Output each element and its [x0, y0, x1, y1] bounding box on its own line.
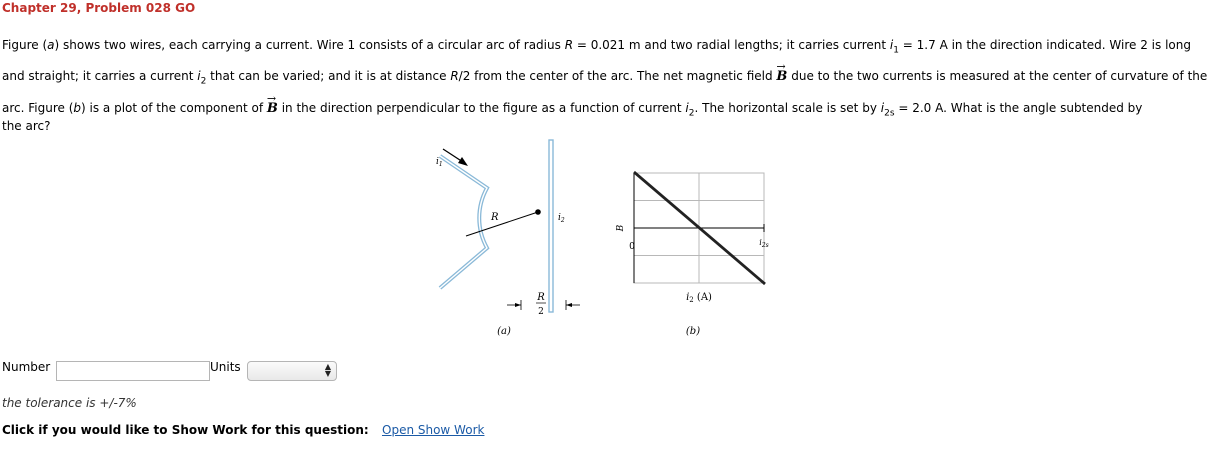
radius-line — [466, 212, 538, 236]
figure-b-chart — [616, 172, 769, 337]
half-distance-numerator: R — [537, 292, 545, 303]
figure-a-caption: (a) — [497, 326, 511, 337]
number-label: Number — [2, 360, 51, 374]
x-end-tick-label: $i_{2s}$ — [759, 238, 769, 249]
i2-label: $i_2$ — [558, 213, 565, 224]
problem-statement: Figure (a) shows two wires, each carrying a current. Wire 1 consists of a circular arc of radius R = 0.021 m and two radial lengths; it carries current $i_1 = 1.7$ A in the direction indicated. Wire 2 is long and straight; it carries a current $i_2$ that can be varied; and it is at distance R/2 from the center of the arc. The net magnetic field → B due to the two currents is measured at the center of curvature of the arc. Figure (b) is a plot of the component of → B in the direction perpendicular to the figure as a function of current $i_2$. The horizontal scale is set by $i_{2s} = 2.0$ A. What is the angle subtended by the arc? — [2, 32, 1211, 133]
units-label: Units — [210, 360, 241, 374]
show-work-row — [2, 423, 485, 437]
y-axis-label: B — [616, 224, 626, 232]
units-select[interactable] — [247, 361, 337, 381]
figure-b-caption: (b) — [685, 326, 701, 337]
wire-2 — [549, 140, 553, 312]
problem-figure — [420, 128, 780, 343]
problem-title: Chapter 29, Problem 028 GO — [2, 1, 196, 15]
tolerance-note: the tolerance is +/-7% — [2, 396, 137, 410]
figure-a — [436, 140, 580, 337]
answer-row — [0, 360, 400, 382]
radius-label: R — [491, 212, 499, 223]
open-show-work-link[interactable]: Open Show Work — [382, 423, 485, 437]
select-arrows-icon: ▲ ▼ — [324, 362, 331, 378]
vector-b-symbol: → B — [267, 96, 278, 122]
half-distance-denominator: 2 — [538, 307, 544, 317]
i1-label: $i_1$ — [436, 157, 443, 168]
x-axis-label: $i_2$ (A) — [686, 292, 712, 304]
arc-center-dot — [535, 209, 541, 215]
zero-tick-label: 0 — [629, 242, 635, 252]
show-work-prompt: Click if you would like to Show Work for this question: — [2, 423, 369, 437]
number-input[interactable] — [56, 361, 210, 381]
vector-b-symbol: → B — [776, 64, 787, 90]
